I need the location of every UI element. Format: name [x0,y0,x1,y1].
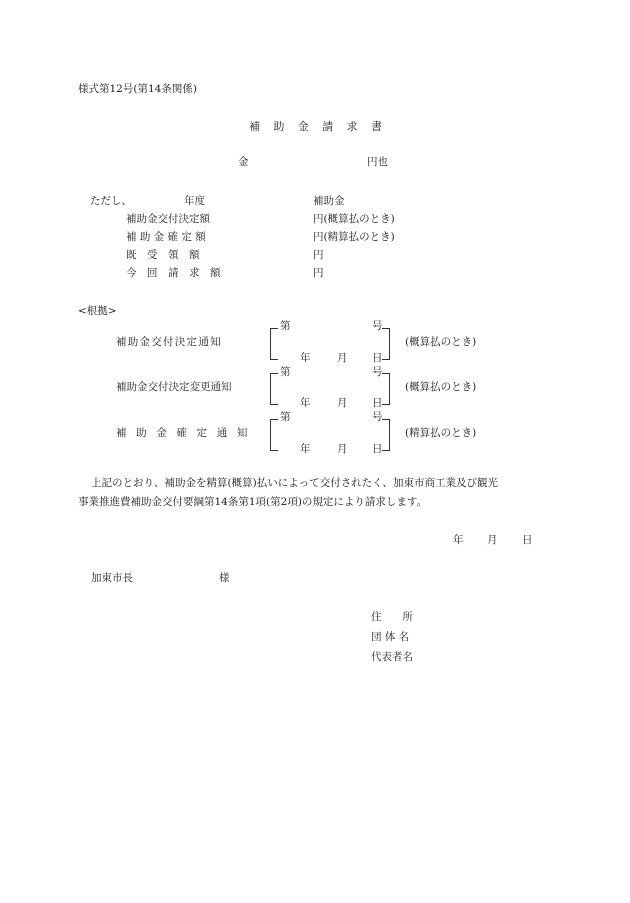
applicant-representative-input[interactable] [430,648,590,664]
left-bracket [270,373,278,405]
notice-day: 日 [372,443,383,455]
payment-type-note: (概算払のとき) [405,381,477,393]
right-bracket [382,328,390,360]
applicant-address-label: 住 所 [371,611,413,623]
confirmed-amount-value: 円(精算払のとき) [313,231,395,243]
basis-heading: <根拠> [78,305,117,317]
notice-number-suffix: 号 [372,320,383,332]
body-text-line-1: 上記のとおり、補助金を精算(概算)払いによって交付されたく、加東市商工業及び観光 [91,477,498,489]
date-day: 日 [522,534,533,546]
decision-amount-value: 円(概算払のとき) [313,213,395,225]
notice-month: 月 [337,397,348,409]
applicant-group-input[interactable] [430,628,590,644]
addressee-name: 加東市長 [91,572,133,584]
subsidy-name-input[interactable] [215,192,305,208]
body-text-line-2: 事業推進費補助金交付要綱第14条第1項(第2項)の規定により請求します。 [78,496,428,508]
document-title: 補 助 金 請 求 書 [249,120,387,133]
basis-item-label: 補 助 金 確 定 通 知 [116,427,251,439]
date-month: 月 [487,534,498,546]
addressee-honorific: 様 [219,572,230,584]
left-bracket [270,419,278,451]
notice-year: 年 [300,443,311,455]
fiscal-year-label: 年度 [184,195,205,207]
date-year: 年 [453,534,464,546]
notice-number-suffix: 号 [372,411,383,423]
basis-item-label: 補助金交付決定通知 [116,336,222,348]
right-bracket [382,419,390,451]
request-amount-label: 今 回 請 求 額 [126,267,221,279]
notice-year: 年 [300,352,311,364]
received-amount-label: 既 受 領 額 [126,249,200,261]
proviso-label: ただし、 [90,195,132,207]
notice-number-prefix: 第 [280,366,291,378]
form-number: 様式第12号(第14条関係) [78,83,197,95]
request-amount-value: 円 [313,267,324,279]
left-bracket [270,328,278,360]
payment-type-note: (概算払のとき) [405,336,477,348]
notice-year: 年 [300,397,311,409]
notice-month: 月 [337,443,348,455]
received-amount-value: 円 [313,249,324,261]
notice-number-prefix: 第 [280,411,291,423]
applicant-representative-label: 代表者名 [371,651,413,663]
amount-input[interactable] [255,152,360,168]
applicant-address-input[interactable] [430,608,590,624]
amount-prefix: 金 [238,156,249,168]
notice-number-prefix: 第 [280,320,291,332]
amount-suffix: 円也 [367,156,388,168]
notice-number-suffix: 号 [372,366,383,378]
confirmed-amount-label: 補 助 金 確 定 額 [126,231,206,243]
notice-month: 月 [337,352,348,364]
right-bracket [382,373,390,405]
fiscal-year-input[interactable] [135,192,180,208]
notice-day: 日 [372,352,383,364]
subsidy-label: 補助金 [313,195,345,207]
applicant-group-label: 団 体 名 [371,631,410,643]
notice-day: 日 [372,397,383,409]
payment-type-note: (精算払のとき) [405,427,477,439]
decision-amount-label: 補助金交付決定額 [126,213,210,225]
basis-item-label: 補助金交付決定変更通知 [116,381,232,393]
